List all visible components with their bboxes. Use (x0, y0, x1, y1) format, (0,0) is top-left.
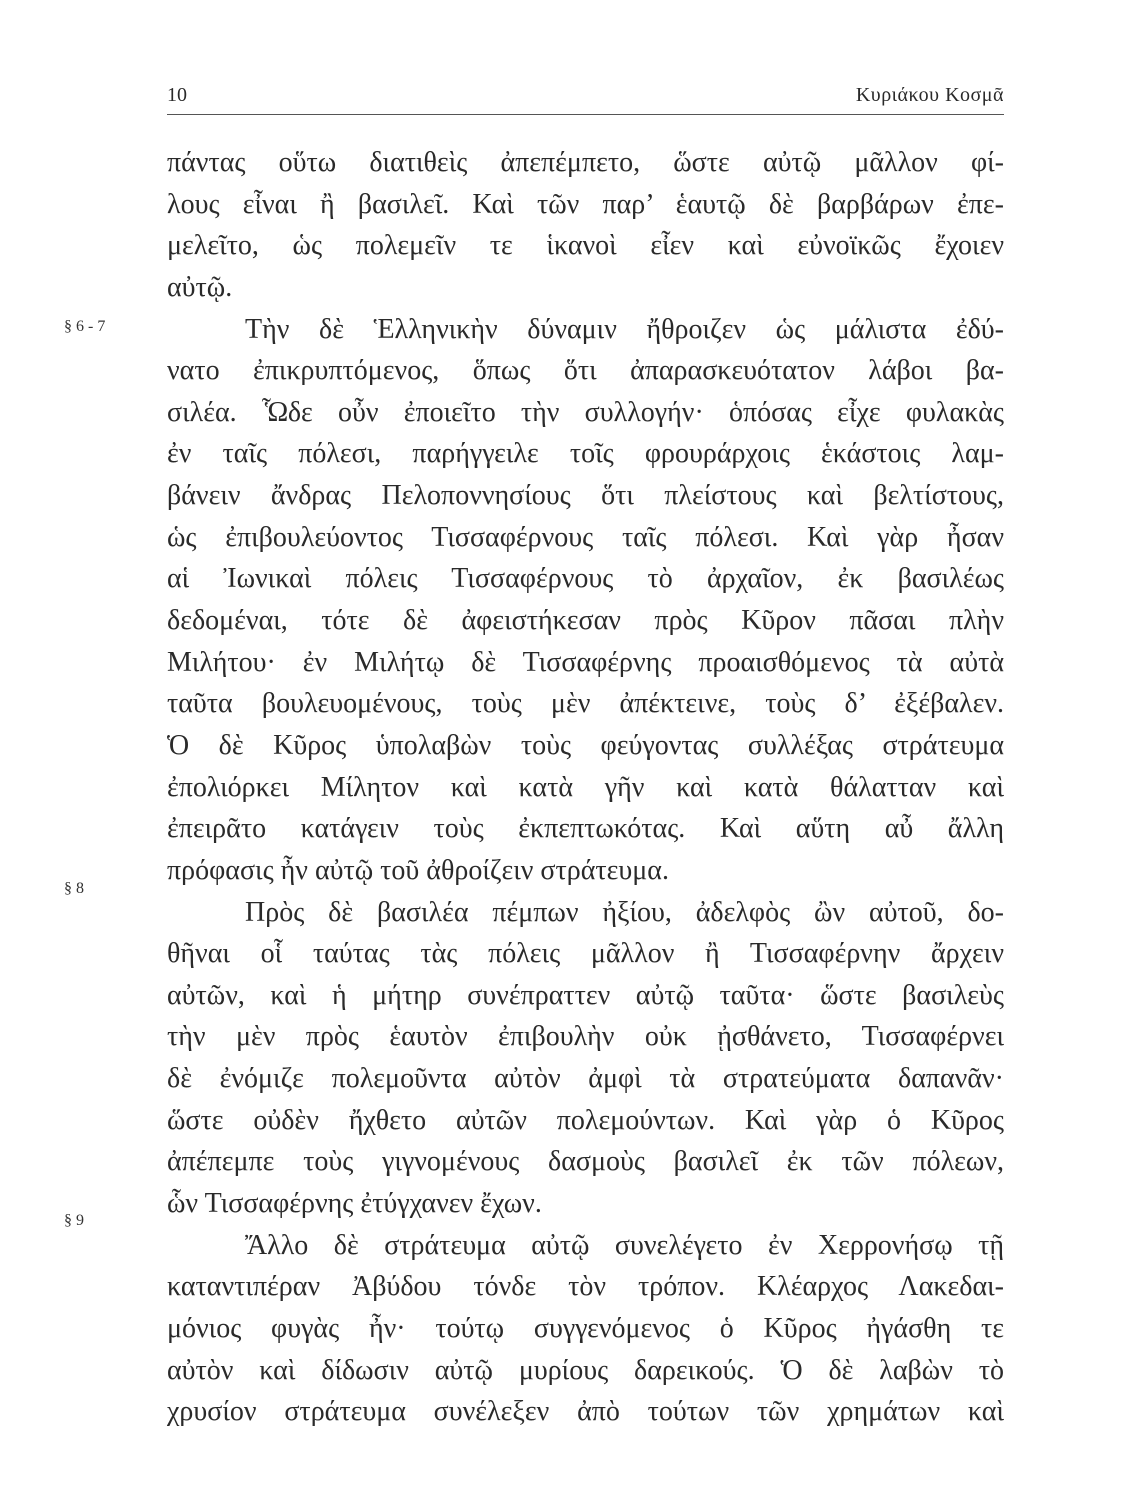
text-line: αὐτῷ. (167, 271, 233, 303)
text-line: ὡς ἐπιβουλεύοντος Τισσαφέρνους ταῖς πόλεσι. Καὶ γὰρ ἦσαν (167, 521, 1004, 553)
text-line: ὧν Τισσαφέρνης ἐτύγχανεν ἔχων. (167, 1188, 542, 1220)
body-text (167, 142, 1004, 1433)
margin-note-section-6-7: § 6 - 7 (64, 318, 106, 335)
margin-note-section-9: § 9 (64, 1212, 84, 1229)
text-line: μόνιος φυγὰς ἦν· τούτῳ συγγενόμενος ὁ Κῦρος ἠγάσθη τε (167, 1312, 1004, 1344)
text-line: Μιλήτου· ἐν Μιλήτῳ δὲ Τισσαφέρνης προαισθόμενος τὰ αὐτὰ (167, 646, 1004, 678)
running-head (167, 78, 1004, 115)
text-line: Πρὸς δὲ βασιλέα πέμπων ἠξίου, ἀδελφὸς ὢν αὐτοῦ, δο- (245, 896, 1004, 928)
text-line: ἐπειρᾶτο κατάγειν τοὺς ἐκπεπτωκότας. Καὶ αὕτη αὖ ἄλλη (167, 813, 1004, 845)
text-line: χρυσίον στράτευμα συνέλεξεν ἀπὸ τούτων τῶν χρημάτων καὶ (167, 1396, 1004, 1428)
text-line: πάντας οὕτω διατιθεὶς ἀπεπέμπετο, ὥστε αὐτῷ μᾶλλον φί- (167, 147, 1004, 178)
text-line: τὴν μὲν πρὸς ἑαυτὸν ἐπιβουλὴν οὐκ ᾐσθάνετο, Τισσαφέρνει (167, 1021, 1004, 1053)
text-line: Ἄλλο δὲ στράτευμα αὐτῷ συνελέγετο ἐν Χερρονήσῳ τῇ (245, 1229, 1004, 1261)
text-line: Τὴν δὲ Ἑλληνικὴν δύναμιν ἤθροιζεν ὡς μάλιστα ἐδύ- (245, 313, 1004, 345)
text-line: θῆναι οἷ ταύτας τὰς πόλεις μᾶλλον ἢ Τισσαφέρνην ἄρχειν (167, 938, 1004, 970)
text-line: αὐτὸν καὶ δίδωσιν αὐτῷ μυρίους δαρεικούς. Ὁ δὲ λαβὼν τὸ (167, 1354, 1004, 1386)
running-title: Κυριάκου Κοσμᾶ (855, 84, 1004, 106)
text-line: λους εἶναι ἢ βασιλεῖ. Καὶ τῶν παρ’ ἑαυτῷ δὲ βαρβάρων ἐπε- (167, 188, 1004, 220)
text-line: δεδομέναι, τότε δὲ ἀφειστήκεσαν πρὸς Κῦρον πᾶσαι πλὴν (167, 605, 1004, 637)
text-line: αἱ Ἰωνικαὶ πόλεις Τισσαφέρνους τὸ ἀρχαῖον, ἐκ βασιλέως (167, 563, 1004, 595)
margin-note-section-8: § 8 (64, 880, 84, 897)
text-line: καταντιπέραν Ἀβύδου τόνδε τὸν τρόπον. Κλέαρχος Λακεδαι- (167, 1271, 1004, 1303)
text-line: σιλέα. Ὧδε οὖν ἐποιεῖτο τὴν συλλογήν· ὁπόσας εἶχε φυλακὰς (167, 396, 1004, 428)
text-line: μελεῖτο, ὡς πολεμεῖν τε ἱκανοὶ εἶεν καὶ εὐνοϊκῶς ἔχοιεν (167, 230, 1004, 262)
text-line: βάνειν ἄνδρας Πελοποννησίους ὅτι πλείστους καὶ βελτίστους, (167, 480, 1004, 512)
text-line: ταῦτα βουλευομένους, τοὺς μὲν ἀπέκτεινε, τοὺς δ’ ἐξέβαλεν. (167, 688, 1004, 720)
text-line: ἐπολιόρκει Μίλητον καὶ κατὰ γῆν καὶ κατὰ θάλατταν καὶ (167, 771, 1004, 803)
text-line: πρόφασις ἦν αὐτῷ τοῦ ἀθροίζειν στράτευμα. (167, 854, 669, 886)
text-line: αὐτῶν, καὶ ἡ μήτηρ συνέπραττεν αὐτῷ ταῦτα· ὥστε βασιλεὺς (167, 979, 1004, 1011)
text-line: νατο ἐπικρυπτόμενος, ὅπως ὅτι ἀπαρασκευότατον λάβοι βα- (167, 355, 1004, 387)
text-line: ἐν ταῖς πόλεσι, παρήγγειλε τοῖς φρουράρχοις ἑκάστοις λαμ- (167, 438, 1004, 470)
text-line: ὥστε οὐδὲν ἤχθετο αὐτῶν πολεμούντων. Καὶ γὰρ ὁ Κῦρος (167, 1104, 1004, 1136)
text-line: δὲ ἐνόμιζε πολεμοῦντα αὐτὸν ἀμφὶ τὰ στρατεύματα δαπανᾶν· (167, 1063, 1004, 1095)
text-line: Ὁ δὲ Κῦρος ὑπολαβὼν τοὺς φεύγοντας συλλέξας στράτευμα (167, 729, 1004, 761)
page-number: 10 (167, 84, 187, 106)
text-line: ἀπέπεμπε τοὺς γιγνομένους δασμοὺς βασιλεῖ ἐκ τῶν πόλεων, (167, 1146, 1004, 1178)
